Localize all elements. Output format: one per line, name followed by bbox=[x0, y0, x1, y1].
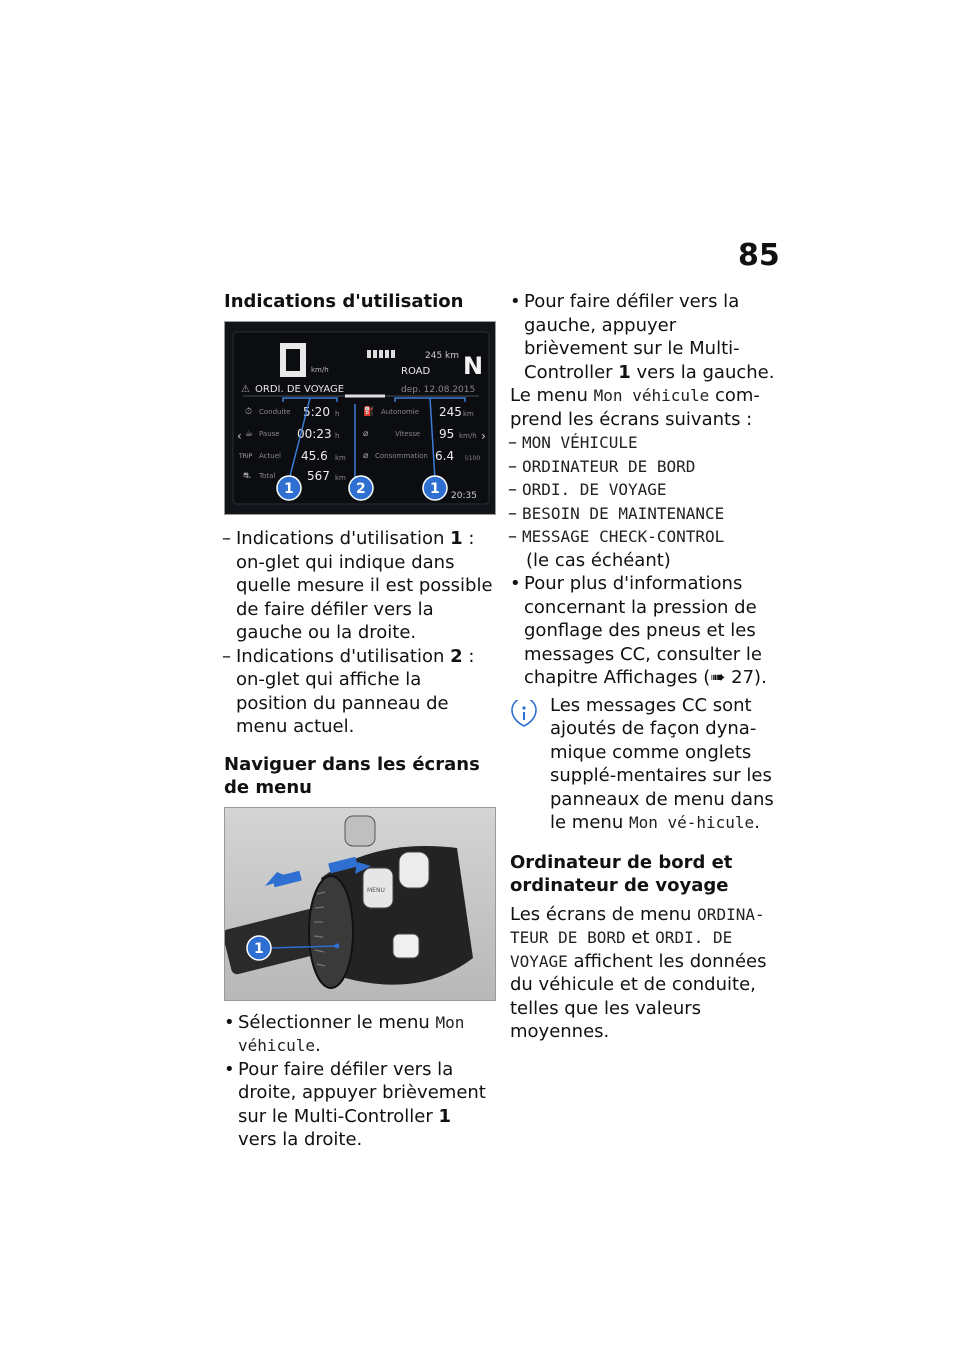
menu-list-item: – ORDI. DE VOYAGE bbox=[510, 478, 780, 502]
mode-text: ROAD bbox=[401, 366, 431, 377]
fuel-icon: ⛽ bbox=[363, 407, 375, 417]
row-unit: km bbox=[335, 454, 346, 462]
menu-list-item: – BESOIN DE MAINTENANCE bbox=[510, 502, 780, 526]
row-runit: km bbox=[463, 410, 474, 418]
range-text: 245 km bbox=[425, 351, 460, 361]
row-label: Pause bbox=[259, 430, 280, 438]
trip-date: dep. 12.08.2015 bbox=[401, 385, 476, 395]
row-value: 00:23 bbox=[297, 427, 332, 441]
clock-icon: ⏱ bbox=[245, 407, 253, 417]
list-item: • Sélectionner le menu Mon véhicule. bbox=[224, 1011, 494, 1058]
trip-icon: TRIP bbox=[239, 453, 253, 460]
row-unit: h bbox=[335, 410, 340, 418]
menu-intro: Le menu Mon véhicule com-prend les écrans suivants : bbox=[510, 385, 760, 430]
heading-computers: Ordinateur de bord et ordinateur de voyage bbox=[510, 851, 733, 896]
row-rlabel: Consommation bbox=[375, 452, 428, 460]
gear-indicator: N bbox=[463, 352, 484, 380]
chevron-left-icon: ‹ bbox=[237, 429, 242, 443]
coffee-icon: ☕ bbox=[245, 429, 254, 439]
info-note: Les messages CC sont ajoutés de façon dyna-mique comme onglets supplé-mentaires sur les panneaux de menu dans le menu Mon vé-hicule. bbox=[510, 694, 780, 835]
road-icon: ⛐ bbox=[243, 471, 251, 481]
menu-list-item: – MESSAGE CHECK-CONTROL bbox=[510, 525, 780, 549]
callout-1-right: 1 bbox=[430, 481, 440, 497]
menu-button-label: MENU bbox=[367, 886, 385, 894]
row-value: 5:20 bbox=[303, 405, 330, 419]
list-item: – Indications d'utilisation 2 : on-glet qui affiche la position du panneau de menu actuel. bbox=[224, 645, 494, 739]
row-unit: km bbox=[335, 474, 346, 482]
warning-icon: ⚠ bbox=[241, 384, 250, 395]
row-runit: km/h bbox=[459, 432, 477, 440]
row-label: Total bbox=[259, 472, 276, 480]
row-rvalue: 95 bbox=[439, 427, 455, 441]
callout-1: 1 bbox=[254, 940, 264, 957]
row-value: 45.6 bbox=[301, 449, 328, 463]
row-unit: h bbox=[335, 432, 340, 440]
handlebar-illustration bbox=[225, 808, 495, 1000]
list-note: (le cas échéant) bbox=[526, 549, 671, 571]
menu-list-item: – ORDINATEUR DE BORD bbox=[510, 455, 780, 479]
row-label: Conduite bbox=[259, 408, 291, 416]
callout-2: 2 bbox=[356, 481, 366, 497]
row-rlabel: Vitesse bbox=[395, 430, 421, 438]
page-number: 85 bbox=[738, 238, 780, 273]
computers-paragraph: Les écrans de menu ORDINA-TEUR DE BORD et ORDI. DE VOYAGE affichent les données du véhicule et de conduite, telles que les valeurs moyennes. bbox=[510, 903, 767, 1042]
list-item: • Pour plus d'informations concernant la pression de gonflage des pneus et les messages CC, consulter le chapitre Affichages (➠ 27). bbox=[510, 572, 780, 690]
callout-1: 1 bbox=[284, 481, 294, 497]
clock-time: 20:35 bbox=[451, 491, 477, 501]
chevron-right-icon: › bbox=[481, 429, 486, 443]
row-rlabel: Autonomie bbox=[381, 408, 420, 416]
tft-display-illustration bbox=[225, 322, 495, 514]
row-rvalue: 6.4 bbox=[435, 449, 455, 463]
menu-title: ORDI. DE VOYAGE bbox=[255, 384, 345, 395]
handlebar-controls-figure bbox=[224, 807, 496, 1001]
page-ref-icon: ➠ bbox=[710, 667, 726, 688]
row-label: Actuel bbox=[259, 452, 281, 460]
heading-navigation: Naviguer dans les écrans de menu bbox=[224, 753, 480, 798]
tft-display-figure bbox=[224, 321, 496, 515]
row-rvalue: 245 bbox=[439, 405, 462, 419]
right-column bbox=[510, 290, 780, 1044]
consumption-icon: ⌀ bbox=[363, 451, 369, 461]
speed-unit: km/h bbox=[311, 366, 329, 374]
heading-indications: Indications d'utilisation bbox=[224, 291, 464, 312]
speed-icon: ⌀ bbox=[363, 429, 369, 439]
list-item: – Indications d'utilisation 1 : on-glet qui indique dans quelle mesure il est possible de faire défiler vers la gauche ou la droite. bbox=[224, 527, 494, 645]
menu-list-item: – MON VÉHICULE bbox=[510, 431, 780, 455]
list-item: • Pour faire défiler vers la droite, appuyer brièvement sur le Multi-Controller 1 vers la droite. bbox=[224, 1058, 494, 1152]
info-icon bbox=[510, 700, 538, 728]
row-runit: l/100 bbox=[465, 455, 481, 462]
row-value: 567 bbox=[307, 469, 330, 483]
list-item: • Pour faire défiler vers la gauche, appuyer brièvement sur le Multi-Controller 1 vers la gauche. bbox=[510, 290, 780, 384]
left-column bbox=[224, 290, 494, 1152]
